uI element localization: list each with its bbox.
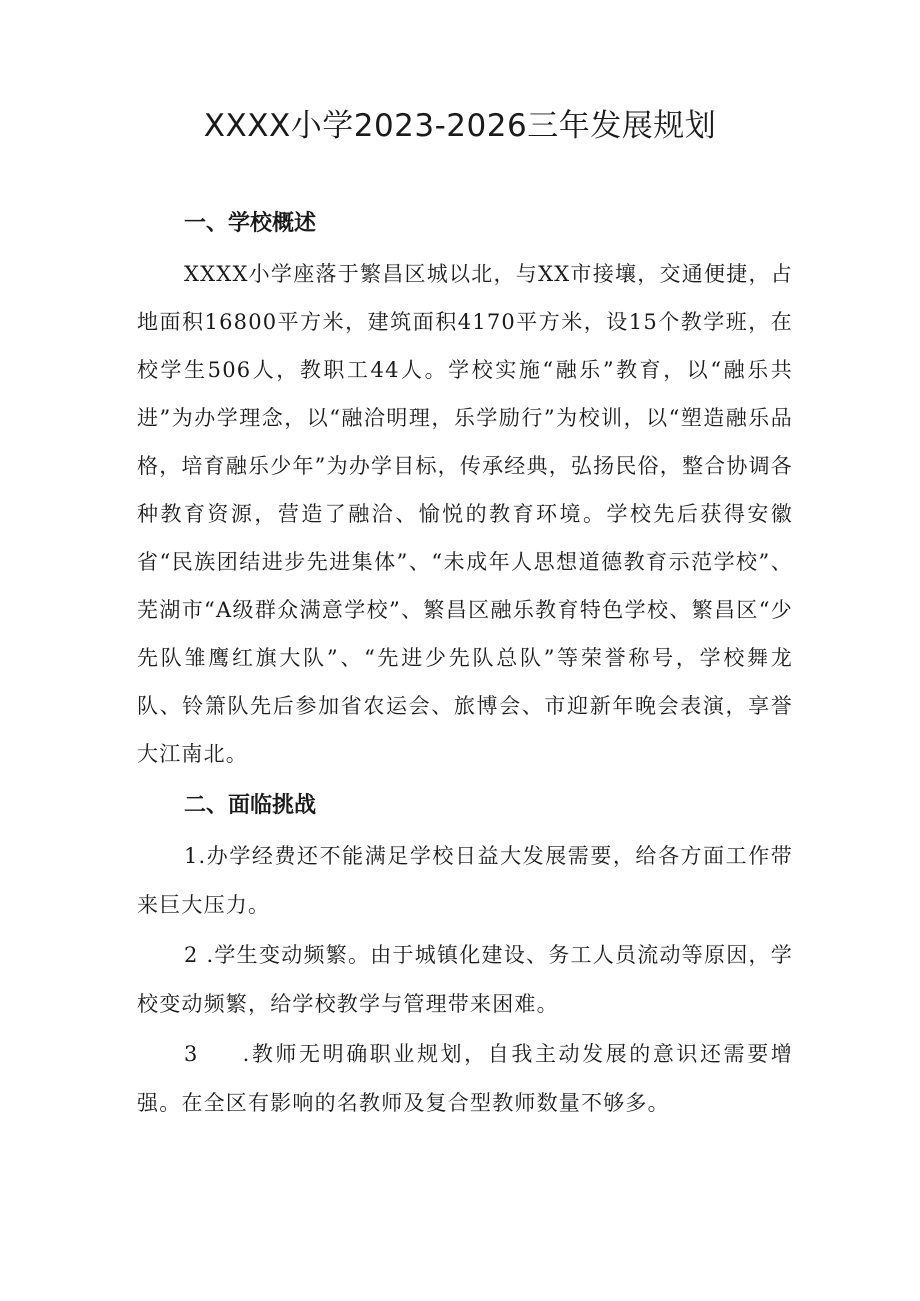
overview-paragraph: XXXX小学座落于繁昌区城以北，与XX市接壤，交通便捷，占地面积16800平方米，建筑面积4170平方米，设15个教学班，在校学生506人，教职工44人。学校实施“融乐”教育，以“融乐共进”为办学理念，以“融洽明理，乐学励行”为校训，以“塑造融乐品格，培育融乐少年”为办学目标，传承经典，弘扬民俗，整合协调各种教育资源，营造了融洽、愉悦的教育环境。学校先后获得安徽省“民族团结进步先进集体”、“未成年人思想道德教育示范学校”、芜湖市“A级群众满意学校”、繁昌区融乐教育特色学校、繁昌区“少先队雏鹰红旗大队”、“先进少先队总队”等荣誉称号，学校舞龙队、铃箫队先后参加省农运会、旅博会、市迎新年晚会表演，享誉大江南北。 [137, 262, 793, 766]
challenge-item-2-number: 2 . [184, 943, 215, 967]
challenge-item-3-number-suffix: . [242, 1042, 251, 1066]
challenge-item-3 [137, 1030, 793, 1127]
section-heading-overview: 一、学校概述 [184, 211, 317, 236]
challenge-item-3-text: 教师无明确职业规划，自我主动发展的意识还需要增强。在全区有影响的名教师及复合型教师数量不够多。 [137, 1042, 793, 1115]
challenge-item-1-text: 办学经费还不能满足学校日益大发展需要，给各方面工作带来巨大压力。 [137, 844, 793, 917]
challenge-item-2 [137, 931, 793, 1028]
challenge-item-2-text: 学生变动频繁。由于城镇化建设、务工人员流动等原因，学校变动频繁，给学校教学与管理带来困难。 [137, 943, 794, 1016]
section-heading-challenges: 二、面临挑战 [184, 793, 317, 818]
document-body [137, 198, 793, 1129]
challenge-item-1 [137, 832, 793, 929]
challenge-item-3-number: 3 [184, 1042, 199, 1066]
challenge-item-1-number: 1. [184, 844, 207, 868]
document-title: XXXX小学2023-2026三年发展规划 [203, 108, 717, 144]
